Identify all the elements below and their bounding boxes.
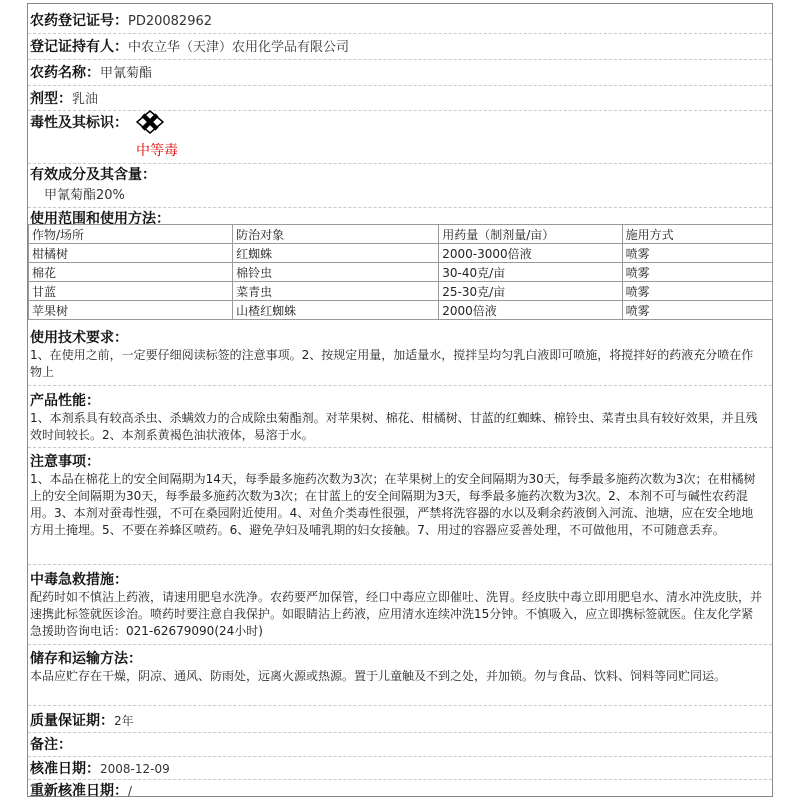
storage-section	[30, 648, 770, 685]
cell-method: 喷雾	[622, 301, 772, 320]
warranty-row	[30, 710, 770, 730]
cell-dosage: 25-30克/亩	[439, 282, 622, 301]
toxicity-label: 毒性及其标识：	[30, 115, 128, 131]
firstaid-label: 中毒急救措施：	[30, 572, 128, 588]
warranty-value: 2年	[114, 714, 134, 728]
header-target: 防治对象	[233, 225, 439, 244]
cell-method: 喷雾	[622, 263, 772, 282]
performance-label: 产品性能：	[30, 393, 100, 409]
formulation-label: 剂型：	[30, 91, 72, 107]
remarks-row	[30, 734, 770, 754]
cell-method: 喷雾	[622, 282, 772, 301]
registration-row	[30, 10, 770, 30]
toxicity-diamond-icon	[136, 110, 164, 134]
label-document	[27, 3, 773, 797]
cell-crop: 苹果树	[29, 301, 233, 320]
header-crop: 作物/场所	[29, 225, 233, 244]
reapproval-label: 重新核准日期：	[30, 783, 128, 799]
remarks-label: 备注：	[30, 737, 72, 753]
storage-text: 本品应贮存在干燥，阴凉、通风、防雨处，远离火源或热源。置于儿童触及不到之处，并加锁。勿与食品、饮料、饲料等同贮同运。	[30, 669, 727, 683]
notes-text: 1、本品在棉花上的安全间隔期为14天，每季最多施药次数为3次；在苹果树上的安全间隔期为30天，每季最多施药次数为3次；在柑橘树上的安全间隔期为30天，每季最多施药次数为3次；在甘蓝上的安全间隔期为3天，每季最多施药次数为3次。2、本剂不可与碱性农药混用。3、本剂对蚕毒性强，不可在桑园附近使用。4、对鱼介类毒性很强，严禁将洗容器的水以及剩余药液倒入河流、池塘，应在安全地地方用土掩埋。5、不要在养蜂区喷药。6、避免孕妇及哺乳期的妇女接触。7、用过的容器应妥善处理，不可做他用，不可随意丢弃。	[30, 472, 756, 537]
header-dosage: 用药量（制剂量/亩）	[439, 225, 622, 244]
active-label-row	[30, 164, 770, 184]
cell-target: 红蜘蛛	[233, 244, 439, 263]
active-value-row	[44, 184, 770, 203]
toxicity-value: 中等毒	[136, 143, 178, 159]
cell-crop: 柑橘树	[29, 244, 233, 263]
table-row	[29, 244, 773, 263]
tech-text: 1、在使用之前，一定要仔细阅读标签的注意事项。2、按规定用量，加适量水，搅拌呈均匀乳白液即可喷施，将搅拌好的药液充分喷在作物上	[30, 348, 754, 379]
active-value: 甲氰菊酯20%	[44, 188, 125, 203]
notes-label: 注意事项：	[30, 454, 100, 470]
cell-crop: 棉花	[29, 263, 233, 282]
cell-method: 喷雾	[622, 244, 772, 263]
warranty-label: 质量保证期：	[30, 713, 114, 729]
header-method: 施用方式	[622, 225, 772, 244]
cell-dosage: 30-40克/亩	[439, 263, 622, 282]
firstaid-section	[30, 569, 770, 640]
name-row	[30, 62, 770, 82]
tech-section	[30, 327, 770, 381]
performance-text: 1、本剂系具有较高杀虫、杀螨效力的合成除虫菊酯剂。对苹果树、棉花、柑橘树、甘蓝的红蜘蛛、棉铃虫、菜青虫具有较好效果，并且残效时间较长。2、本剂系黄褐色油状液体，易溶于水。	[30, 411, 758, 442]
registration-label: 农药登记证号：	[30, 13, 128, 29]
storage-label: 储存和运输方法：	[30, 651, 142, 667]
notes-section	[30, 451, 770, 539]
table-row	[29, 301, 773, 320]
active-label: 有效成分及其含量：	[30, 167, 156, 183]
reapproval-row	[30, 780, 770, 800]
cell-target: 山楂红蜘蛛	[233, 301, 439, 320]
cell-dosage: 2000倍液	[439, 301, 622, 320]
cell-target: 棉铃虫	[233, 263, 439, 282]
table-header-row	[29, 225, 773, 244]
cell-dosage: 2000-3000倍液	[439, 244, 622, 263]
name-label: 农药名称：	[30, 65, 100, 81]
table-row	[29, 263, 773, 282]
approval-label: 核准日期：	[30, 761, 100, 777]
name-value: 甲氰菊酯	[100, 66, 153, 81]
formulation-row	[30, 88, 770, 108]
cell-crop: 甘蓝	[29, 282, 233, 301]
registration-value: PD20082962	[128, 14, 213, 29]
holder-value: 中农立华（天津）农用化学品有限公司	[128, 40, 350, 55]
tech-label: 使用技术要求：	[30, 330, 128, 346]
formulation-value: 乳油	[72, 92, 99, 107]
holder-label: 登记证持有人：	[30, 39, 128, 55]
usage-label: 使用范围和使用方法：	[30, 211, 170, 227]
firstaid-text: 配药时如不慎沾上药液，请速用肥皂水洗净。农药要严加保管，经口中毒应立即催吐、洗胃。经皮肤中毒立即用肥皂水、清水冲洗皮肤，并速携此标签就医诊治。喷药时要注意自我保护。如眼睛沾上药液，应用清水连续冲洗15分钟。不慎吸入，应立即携标签就医。住友化学紧急援助咨询电话：021-62679090(24小时)	[30, 590, 763, 638]
performance-section	[30, 390, 770, 444]
approval-row	[30, 758, 770, 778]
approval-value: 2008-12-09	[100, 762, 170, 776]
cell-target: 菜青虫	[233, 282, 439, 301]
reapproval-value: /	[128, 784, 133, 798]
toxicity-row	[30, 112, 770, 162]
table-row	[29, 282, 773, 301]
usage-table	[28, 224, 773, 320]
holder-row	[30, 36, 770, 56]
